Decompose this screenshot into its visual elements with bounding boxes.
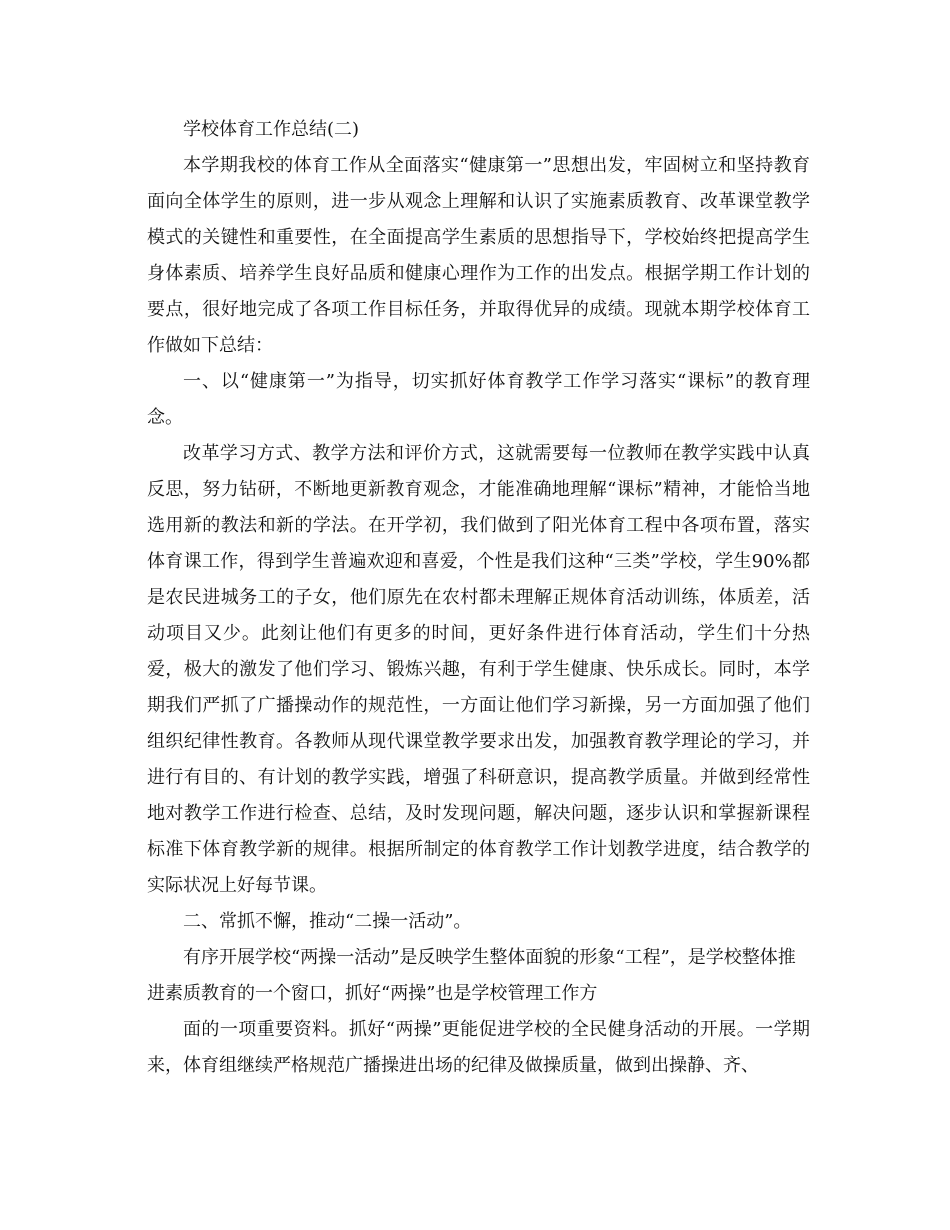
paragraph-teaching-reform: 改革学习方式、教学方法和评价方式，这就需要每一位教师在教学实践中认真反思，努力钻研，不断地更新教育观念，才能准确地理解“课标”精神，才能恰当地选用新的教法和新的学法。在开学初，我们做到了阳光体育工程中各项布置，落实体育课工作，得到学生普遍欢迎和喜爱，个性是我们这种“三类”学校，学生90%都是农民进城务工的子女，他们原先在农村都未理解正规体育活动训练，体质差，活动项目又少。此刻让他们有更多的时间，更好条件进行体育活动，学生们十分热爱，极大的激发了他们学习、锻炼兴趣，有利于学生健康、快乐成长。同时，本学期我们严抓了广播操动作的规范性，一方面让他们学习新操，另一方面加强了他们组织纪律性教育。各教师从现代课堂教学要求出发，加强教育教学理论的学习，并进行有目的、有计划的教学实践，增强了科研意识，提高教学质量。并做到经常性地对教学工作进行检查、总结，及时发现问题，解决问题，逐步认识和掌握新课程标准下体育教学新的规律。根据所制定的体育教学工作计划教学进度，结合教学的实际状况上好每节课。 xyxy=(147,443,810,896)
document-page xyxy=(147,112,810,1084)
paragraph-intro: 本学期我校的体育工作从全面落实“健康第一”思想出发，牢固树立和坚持教育面向全体学生的原则，进一步从观念上理解和认识了实施素质教育、改革课堂教学模式的关键性和重要性，在全面提高学生素质的思想指导下，学校始终把提高学生身体素质、培养学生良好品质和健康心理作为工作的出发点。根据学期工作计划的要点，很好地完成了各项工作目标任务，并取得优异的成绩。现就本期学校体育工作做如下总结： xyxy=(147,155,810,356)
section-heading-one: 一、以“健康第一”为指导，切实抓好体育教学工作学习落实“课标”的教育理念。 xyxy=(147,371,810,428)
document-title: 学校体育工作总结(二) xyxy=(183,119,360,140)
paragraph-two-exercises-continued: 面的一项重要资料。抓好“两操”更能促进学校的全民健身活动的开展。一学期来，体育组继续严格规范广播操进出场的纪律及做操质量，做到出操静、齐、 xyxy=(147,1019,810,1076)
paragraph-two-exercises: 有序开展学校“两操一活动”是反映学生整体面貌的形象“工程”，是学校整体推进素质教育的一个窗口，抓好“两操”也是学校管理工作方 xyxy=(147,947,796,1004)
section-heading-two: 二、常抓不懈，推动“二操一活动”。 xyxy=(183,911,472,932)
